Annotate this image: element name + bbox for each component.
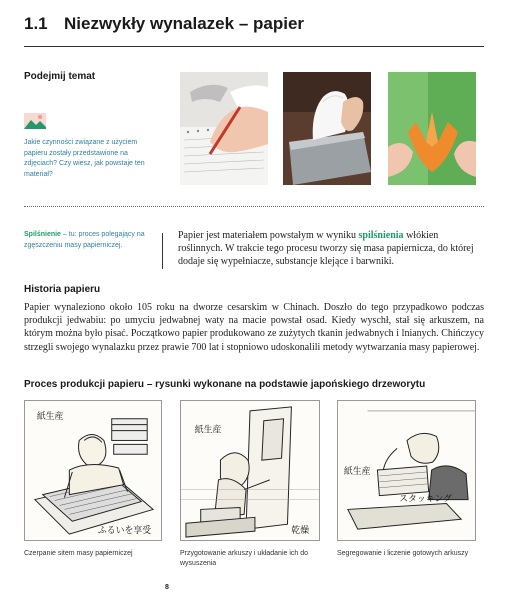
history-paragraph: Papier wynaleziono około 105 roku na dworze cesarskim w Chinach. Doszło do tego przypadkowo podczas produkcji jedwabiu: po umyciu jedwabnej waty na macie powstał osad. Kiedy wyschł, stał się arkuszem, na którym można było pisać. Początkowo papier produkowano ze zużytych tkanin jedwabnych i lnianych. Chińczycy strzegli swojego wynalazku przez prawie 700 lat i stopniowo udoskonalili metody wytwarzania masy papierowej. [24,302,484,353]
section-header [24,14,484,44]
lead-paragraph [178,229,484,268]
dotted-divider [24,206,484,207]
illustration-1-label-bottom: ふるいを享受 [97,526,152,537]
photo-origami [388,72,476,185]
image-thumbnail-icon [24,113,46,129]
illustration-3-label-bottom: スタッキング [399,494,452,505]
lead-keyword: spilśnienia [358,230,404,241]
page-number: 8 [165,584,169,591]
intro-question: Jakie czynności związane z użyciem papieru zostały przedstawione na zdjęciach? Czy wiesz, jak powstaje ten materiał? [24,139,145,178]
definition-term: Spilśnienie [24,231,61,238]
vertical-divider [162,233,163,269]
section-number: 1.1 [24,14,48,33]
definition-box [24,230,150,251]
photo-writing-hand [180,72,268,185]
section-title: Niezwykły wynalazek – papier [64,14,305,33]
illustration-3-label-top: 紙生産 [343,466,371,477]
lead-text-after: włókien roślinnych. W trakcie tego procesu tworzy się masa papiernicza, do której dodaje się wypełniacze, substancje klejące i barwniki. [178,230,474,267]
photo-tissue-box [283,72,371,185]
illustration-sorting [337,400,476,541]
illustration-sieving [24,400,162,541]
intro-title: Podejmij temat [24,71,96,82]
caption-sieving: Czerpanie sitem masy papierniczej [24,550,133,557]
illustration-2-label-top: 紙生産 [194,425,222,436]
definition-text: – tu: proces polegający na zgęszczeniu masy papierniczej. [24,231,145,249]
caption-sorting: Segregowanie i liczenie gotowych arkuszy [337,550,469,557]
illustration-1-label-top: 紙生産 [36,411,64,422]
header-divider [24,46,484,47]
lead-text-before: Papier jest materiałem powstałym w wyniku [178,230,359,241]
process-heading: Proces produkcji papieru – rysunki wykonane na podstawie japońskiego drzeworytu [24,379,426,390]
illustration-drying [180,400,320,541]
history-heading: Historia papieru [24,284,101,295]
caption-drying: Przygotowanie arkuszy i układanie ich do wysuszenia [180,550,309,567]
illustration-2-label-bottom: 乾燥 [291,526,310,537]
